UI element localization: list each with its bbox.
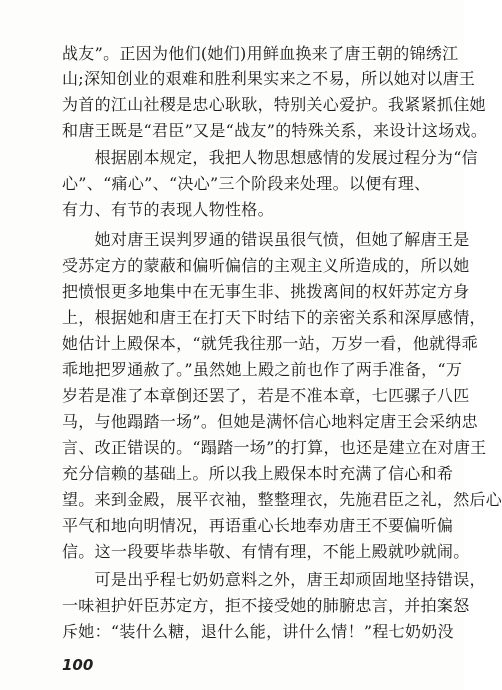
- text-line: 把愤恨更多地集中在无事生非、挑拨离间的权奸苏定方身: [62, 282, 470, 301]
- text-line: 战友”。正因为他们(她们)用鲜血换来了唐王朝的锦绣江: [62, 44, 459, 63]
- text-line: 马，与他蹋踏一场”。但她是满怀信心地料定唐王会采纳忠: [62, 412, 478, 431]
- text-line: 充分信赖的基础上。所以我上殿保本时充满了信心和希: [62, 464, 454, 483]
- text-line: 言、改正错误的。“蹋踏一场”的打算，也还是建立在对唐王: [62, 438, 487, 457]
- text-line: 信。这一段要毕恭毕敬、有情有理，不能上殿就吵就闹。: [62, 542, 470, 561]
- text-line: 上，根据她和唐王在打天下时结下的亲密关系和深厚感情，: [62, 308, 486, 327]
- text-line: 受苏定方的蒙蔽和偏听偏信的主观主义所造成的，所以她: [62, 256, 470, 275]
- text-line: 根据剧本规定，我把人物思想感情的发展过程分为“信: [62, 148, 478, 167]
- text-line: 她估计上殿保本，“就凭我往那一站，万岁一看，他就得乖: [62, 334, 478, 353]
- text-line: 山;深知创业的艰难和胜利果实来之不易，所以她对以唐王: [62, 69, 476, 88]
- text-line: 乖地把罗通赦了。”虽然她上殿之前也作了两手准备，“万: [62, 360, 463, 379]
- text-line: 她对唐王误判罗通的错误虽很气愤，但她了解唐王是: [62, 230, 470, 249]
- text-line: 和唐王既是“君臣”又是“战友”的特殊关系，来设计这场戏。: [62, 121, 488, 140]
- text-line: 可是出乎程七奶奶意料之外，唐王却顽固地坚持错误，: [62, 570, 486, 589]
- text-line: 斥她：“装什么糖，退什么能，讲什么情！”程七奶奶没: [62, 622, 454, 641]
- page-number: 100: [62, 656, 94, 674]
- text-line: 平气和地向明情况，再语重心长地奉劝唐王不要偏听偏: [62, 516, 454, 535]
- text-line: 有力、有节的表现人物性格。: [62, 200, 274, 219]
- text-line: 一味袒护奸臣苏定方，拒不接受她的肺腑忠言，并拍案怒: [62, 596, 470, 615]
- text-line: 心”、“痛心”、“决心”三个阶段来处理。以便有理、: [62, 174, 431, 193]
- text-line: 望。来到金殿，展平衣袖，整整理衣，先施君臣之礼，然后心: [62, 490, 502, 509]
- text-line: 岁若是准了本章倒还罢了，若是不准本章，七匹骡子八匹: [62, 386, 470, 405]
- text-line: 为首的江山社稷是忠心耿耿，特别关心爱护。我紧紧抓住她: [62, 95, 486, 114]
